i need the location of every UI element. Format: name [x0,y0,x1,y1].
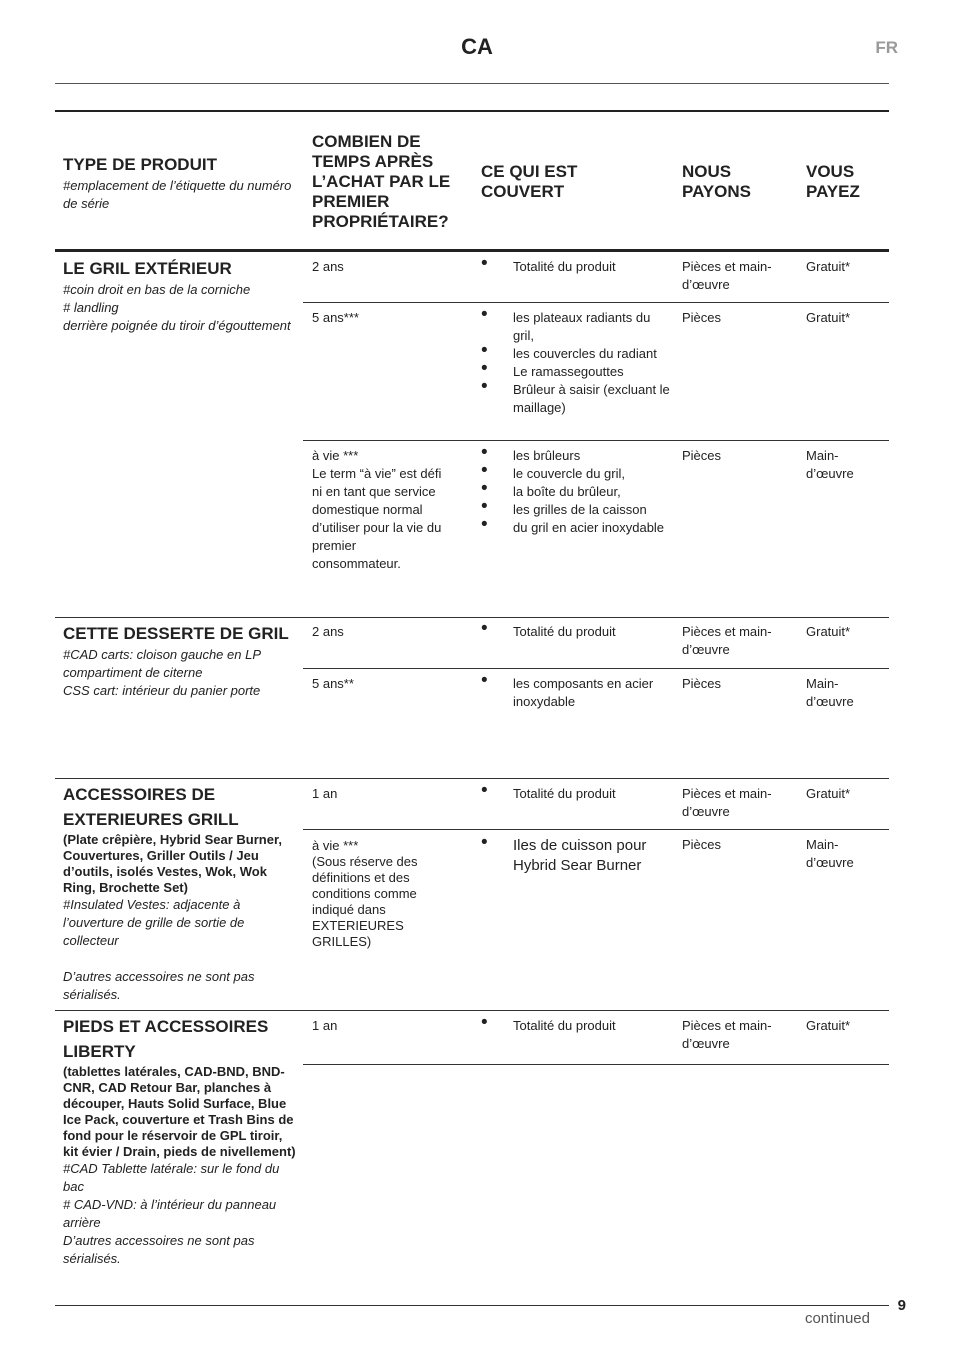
coverage-item: • Totalité du produit [481,1017,671,1035]
coverage-item: • les composants en acier inoxydable [481,675,671,711]
we-pay-cell: Pièces [682,837,722,852]
coverage-item: • les brûleurs [481,447,671,465]
page-number: 9 [897,1297,906,1314]
duration-cell: à vie *** Le term “à vie” est défi ni en tant que service domestique normal d’utiliser pour la vie du premier consommateur. [312,448,442,571]
product-type-cart [63,621,298,700]
coverage-list [481,623,671,641]
product-type-note: #CAD carts: cloison gauche en LP compartiment de citerne CSS cart: intérieur du panier porte [63,647,261,698]
table-header-rule [55,249,889,252]
row-divider [303,302,889,303]
coverage-item: • la boîte du brûleur, [481,483,671,501]
product-type-title: CETTE DESSERTE DE GRIL [63,624,289,643]
coverage-list [481,836,671,876]
col-header-we-pay: NOUS PAYONS [682,162,751,201]
col-header-you-pay: VOUS PAYEZ [806,162,860,201]
coverage-item: • du gril en acier inoxydable [481,519,671,537]
col-header-coverage: CE QUI EST COUVERT [481,162,578,201]
you-pay-cell: Gratuit* [806,259,851,274]
duration-cell: 5 ans*** [312,310,359,325]
you-pay-cell: Gratuit* [806,310,851,325]
coverage-item: • les plateaux radiants du gril, [481,309,671,345]
row-divider [303,1064,889,1065]
product-type-title: LE GRIL EXTÉRIEUR [63,259,232,278]
table-bottom-rule [55,1305,889,1306]
duration-cell: 1 an [312,1018,338,1033]
product-type-note: #CAD Tablette latérale: sur le fond du bac # CAD-VND: à l’intérieur du panneau arrière D’autres accessoires ne sont pas sérialisés. [63,1161,280,1266]
you-pay-cell: Main-d’œuvre [806,676,854,709]
coverage-item: • les couvercles du radiant [481,345,671,363]
product-type-list: (Plate crêpière, Hybrid Sear Burner, Couvertures, Griller Outils / Jeu d’outils, isolés Vestes, Wok, Wok Ring, Brochette Set) [63,832,282,895]
you-pay-cell: Gratuit* [806,1018,851,1033]
coverage-item: • Iles de cuisson pour Hybrid Sear Burner [481,836,671,876]
section-divider [55,617,889,618]
coverage-item: • Brûleur à saisir (excluant le maillage) [481,381,671,417]
col-header-duration: COMBIEN DE TEMPS APRÈS L’ACHAT PAR LE PREMIER PROPRIÉTAIRE? [312,132,451,231]
you-pay-cell: Gratuit* [806,624,851,639]
we-pay-cell: Pièces et main-d’œuvre [682,786,772,819]
coverage-item: • le couvercle du gril, [481,465,671,483]
page-title: CA [461,34,493,59]
product-type-note: #Insulated Vestes: adjacente à l’ouverture de grille de sortie de collecteur D’autres accessoires ne sont pas sérialisés. [63,897,255,1002]
section-divider [55,778,889,779]
coverage-list [481,258,671,276]
coverage-list [481,785,671,803]
you-pay-cell: Main-d’œuvre [806,448,854,481]
coverage-item: • les grilles de la caisson [481,501,671,519]
coverage-list [481,1017,671,1035]
coverage-item: • Totalité du produit [481,623,671,641]
product-type-note: #coin droit en bas de la corniche # landling derrière poignée du tiroir d’égouttement [63,282,291,333]
we-pay-cell: Pièces [682,310,722,325]
coverage-item: • Totalité du produit [481,258,671,276]
header-divider [55,83,889,84]
row-divider [303,829,889,830]
product-type-list: (tablettes latérales, CAD-BND, BND-CNR, CAD Retour Bar, planches à découper, Hauts Solid Surface, Blue Ice Pack, couverture et Trash Bins de fond pour le réservoir de GPL tiroir, kit évier / Drain, pieds de nivellement) [63,1064,296,1159]
product-type-title: ACCESSOIRES DE EXTERIEURES GRILL [63,785,239,829]
coverage-list [481,447,671,537]
product-type-liberty [63,1014,298,1268]
row-divider [303,440,889,441]
duration-cell: 1 an [312,786,338,801]
we-pay-cell: Pièces et main-d’œuvre [682,259,772,292]
you-pay-cell: Gratuit* [806,786,851,801]
col-header-product-type-sub: #emplacement de l’étiquette du numéro de série [63,178,292,211]
row-divider [303,668,889,669]
we-pay-cell: Pièces et main-d’œuvre [682,624,772,657]
col-header-product-type [63,155,298,213]
table-top-rule [55,110,889,112]
coverage-item: • Totalité du produit [481,785,671,803]
section-divider [55,1010,889,1011]
duration-cell: 2 ans [312,259,344,274]
duration-cell: 5 ans** [312,676,354,691]
product-type-title: PIEDS ET ACCESSOIRES LIBERTY [63,1017,269,1061]
we-pay-cell: Pièces [682,448,722,463]
you-pay-cell: Main-d’œuvre [806,837,854,870]
language-tag: FR [875,38,898,57]
coverage-list [481,675,671,711]
product-type-accessories [63,782,298,1004]
product-type-grill [63,256,298,335]
we-pay-cell: Pièces et main-d’œuvre [682,1018,772,1051]
duration-cell: 2 ans [312,624,344,639]
continued-label: continued [804,1310,870,1327]
col-header-product-type-title: TYPE DE PRODUIT [63,155,217,174]
we-pay-cell: Pièces [682,676,722,691]
coverage-item: • Le ramassegouttes [481,363,671,381]
duration-cell: à vie *** (Sous réserve des définitions et des conditions comme indiqué dans EXTERIEURES GRILLES) [312,838,418,949]
coverage-list [481,309,671,417]
